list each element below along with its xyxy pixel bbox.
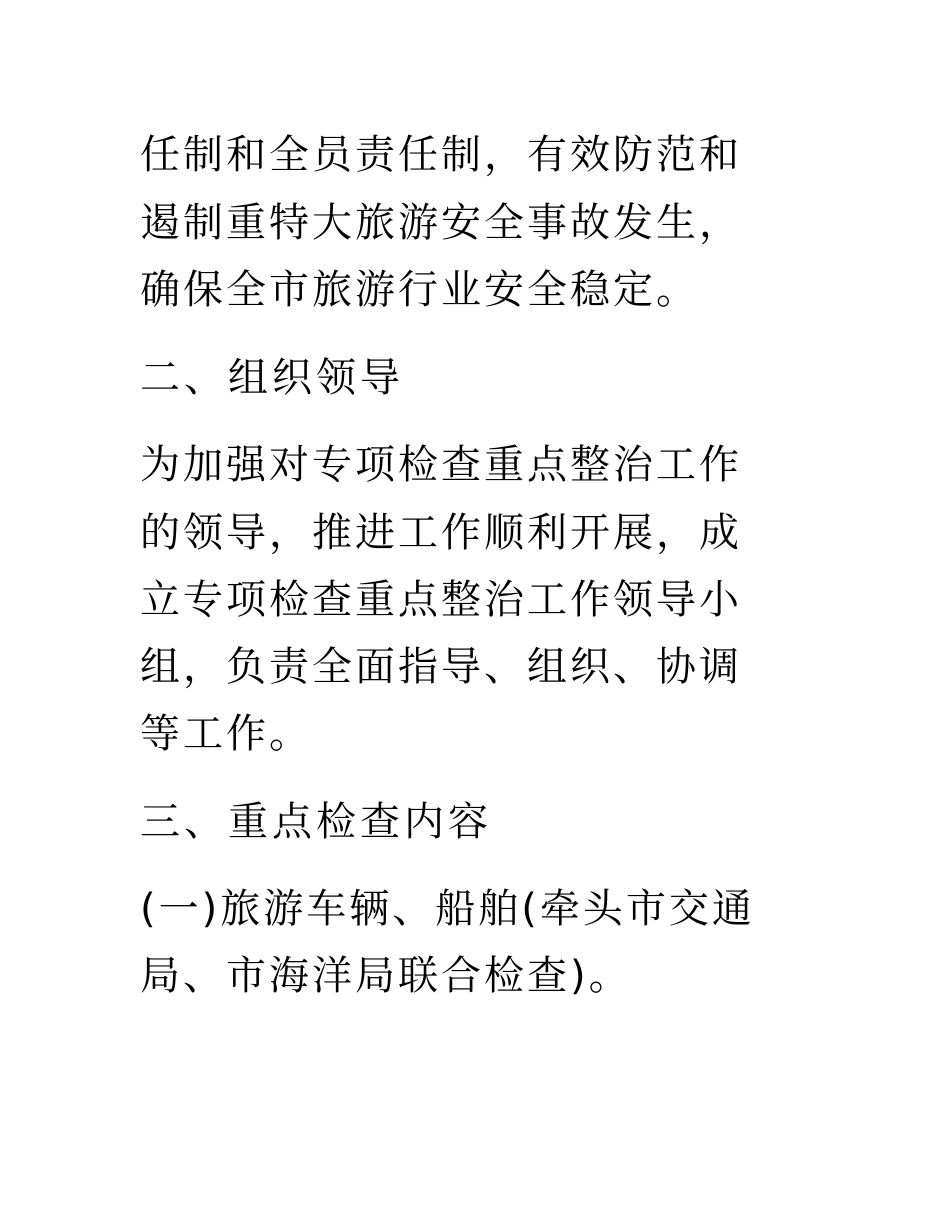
body-text-line: 组，负责全面指导、组织、协调: [140, 644, 742, 690]
body-text-line: (一)旅游车辆、船舶(牵头市交通: [140, 886, 755, 932]
body-text-line: 立专项检查重点整治工作领导小: [140, 577, 742, 623]
body-text-line: 局、市海洋局联合检查)。: [140, 953, 632, 999]
body-text-line: 的领导，推进工作顺利开展，成: [140, 510, 742, 556]
body-text-line: 遏制重特大旅游安全事故发生，: [140, 200, 742, 246]
body-text-line: 等工作。: [140, 711, 312, 757]
body-text-line: 为加强对专项检查重点整治工作: [140, 442, 742, 488]
section-heading: 三、重点检查内容: [140, 799, 492, 845]
body-text-line: 任制和全员责任制，有效防范和: [140, 132, 742, 178]
section-heading: 二、组织领导: [140, 355, 404, 401]
body-text-line: 确保全市旅游行业安全稳定。: [140, 267, 699, 313]
